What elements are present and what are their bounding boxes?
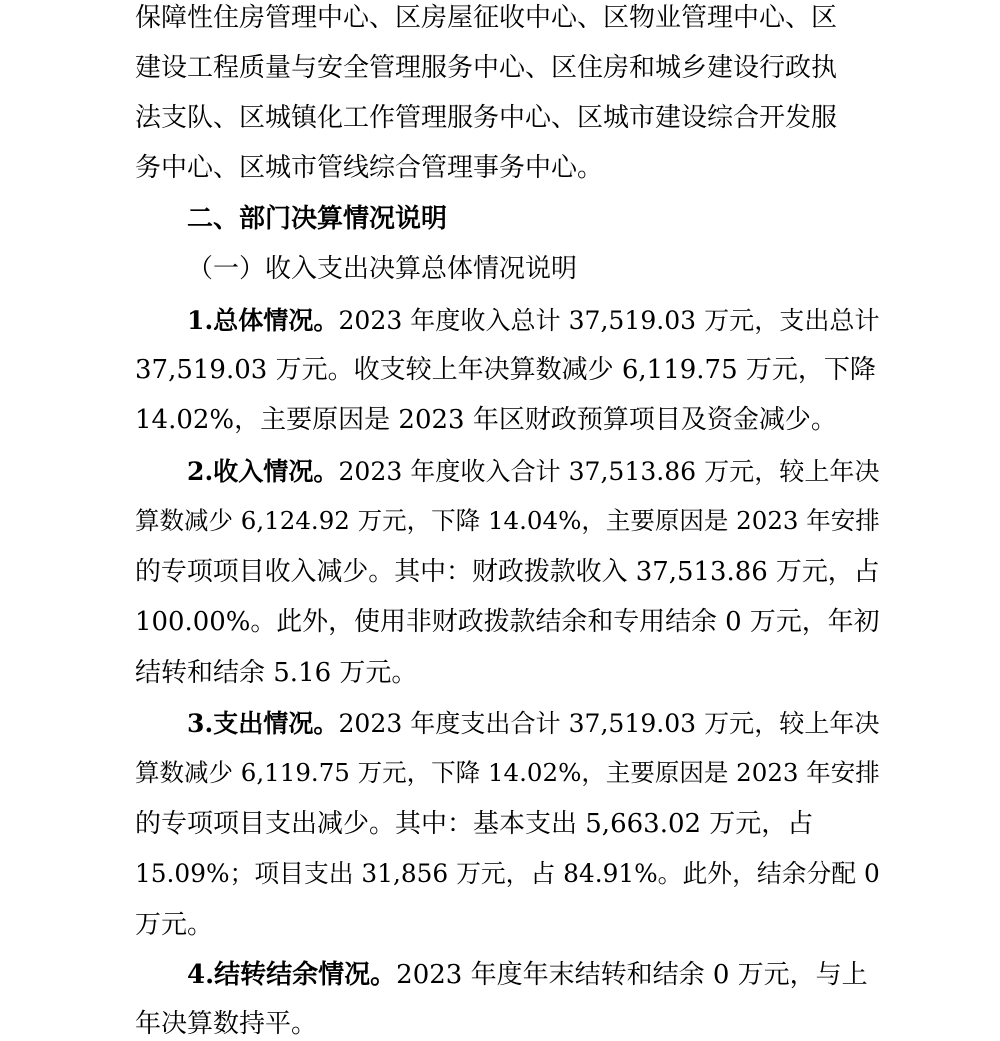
item2-line-4: 100.00%。此外，使用非财政拨款结余和专用结余 0 万元，年初 <box>135 607 880 637</box>
intro-line-3: 法支队、区城镇化工作管理服务中心、区城市建设综合开发服 <box>135 103 838 133</box>
item3-title: 3.支出情况。 <box>187 708 339 738</box>
item4-line-1 <box>187 959 868 991</box>
item4-line-1-text: 2023 年度年末结转和结余 0 万元，与上 <box>396 960 868 990</box>
item2-line-3: 的专项项目收入减少。其中：财政拨款收入 37,513.86 万元，占 <box>135 557 880 587</box>
intro-line-1: 保障性住房管理中心、区房屋征收中心、区物业管理中心、区 <box>135 3 838 33</box>
item1-line-1-text: 2023 年度收入总计 37,519.03 万元，支出总计 <box>338 306 880 335</box>
item2-line-2: 算数减少 6,124.92 万元，下降 14.04%，主要原因是 2023 年安排 <box>135 506 880 535</box>
item2-line-1 <box>187 455 880 488</box>
item3-line-1-text: 2023 年度支出合计 37,519.03 万元，较上年决 <box>338 709 880 738</box>
item3-line-4: 15.09%；项目支出 31,856 万元，占 84.91%。此外，结余分配 0 <box>135 859 880 888</box>
item1-line-3: 14.02%，主要原因是 2023 年区财政预算项目及资金减少。 <box>135 405 837 435</box>
item1-title: 1.总体情况。 <box>187 305 339 335</box>
item1-line-2: 37,519.03 万元。收支较上年决算数减少 6,119.75 万元，下降 <box>135 355 876 385</box>
section-heading: 二、部门决算情况说明 <box>187 204 448 234</box>
item4-title: 4.结转结余情况。 <box>187 960 397 990</box>
item1-line-1 <box>187 304 880 337</box>
item2-line-1-text: 2023 年度收入合计 37,513.86 万元，较上年决 <box>338 457 880 486</box>
item3-line-2: 算数减少 6,119.75 万元，下降 14.02%，主要原因是 2023 年安排 <box>135 758 880 787</box>
item2-title: 2.收入情况。 <box>187 456 339 486</box>
intro-line-4: 务中心、区城市管线综合管理事务中心。 <box>135 153 604 183</box>
section-subheading: （一）收入支出决算总体情况说明 <box>187 254 578 284</box>
item2-line-5: 结转和结余 5.16 万元。 <box>135 658 418 688</box>
item4-line-2: 年决算数持平。 <box>135 1009 318 1039</box>
item3-line-1 <box>187 707 880 740</box>
item3-line-5: 万元。 <box>135 910 214 940</box>
intro-line-2: 建设工程质量与安全管理服务中心、区住房和城乡建设行政执 <box>135 53 838 83</box>
item3-line-3: 的专项项目支出减少。其中：基本支出 5,663.02 万元，占 <box>135 809 814 839</box>
